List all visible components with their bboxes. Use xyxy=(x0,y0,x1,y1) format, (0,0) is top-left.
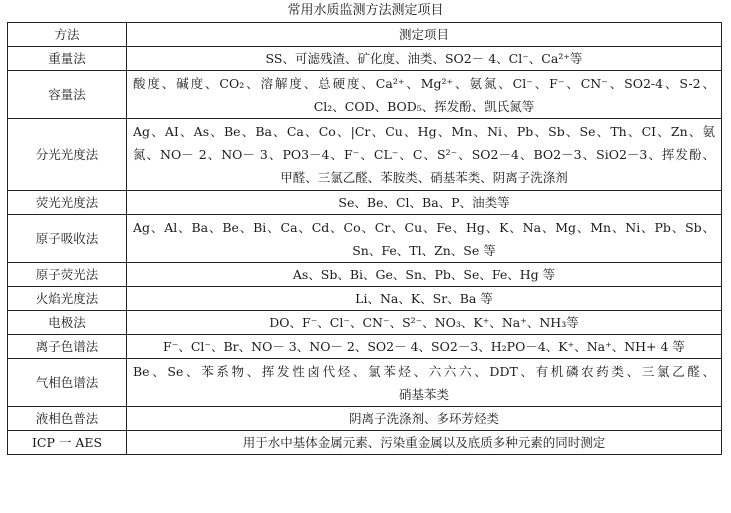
method-cell: 重量法 xyxy=(8,47,127,71)
items-cell xyxy=(127,431,722,455)
items-line: 酸度、碱度、CO₂、溶解度、总硬度、Ca²⁺、Mg²⁺、氨氮、Cl⁻、F⁻、CN⁻、SO2-4、S-2、 xyxy=(133,75,715,91)
items-line: 硝基苯类 xyxy=(398,386,449,402)
items-line: Be、Se、苯系物、挥发性卤代烃、氯苯烃、六六六、DDT、有机磷农药类、三氯乙醛、 xyxy=(133,363,715,379)
method-cell: ICP 一 AES xyxy=(8,431,127,455)
items-cell xyxy=(127,407,722,431)
items-line: Se、Be、Cl、Ba、P、油类等 xyxy=(338,195,510,210)
table-body xyxy=(8,47,722,455)
items-cell xyxy=(127,359,722,407)
table-row xyxy=(8,431,722,455)
method-cell: 液相色普法 xyxy=(8,407,127,431)
method-cell: 分光光度法 xyxy=(8,119,127,191)
items-line: Li、Na、K、Sr、Ba 等 xyxy=(355,291,493,306)
method-cell: 火焰光度法 xyxy=(8,287,127,311)
items-cell xyxy=(127,287,722,311)
items-line: Ag、Al、Ba、Be、Bi、Ca、Cd、Co、Cr、Cu、Fe、Hg、K、Na、Mg、Mn、Ni、Pb、Sb、 xyxy=(133,219,715,235)
items-line: Ag、AI、As、Be、Ba、Ca、Co、|Cr、Cu、Hg、Mn、Ni、Pb、Sb、Se、Th、CI、Zn、氨 xyxy=(133,124,715,139)
items-line: 氮、NO－ 2、NO－ 3、PO3－4、F⁻、CL⁻、C、S²⁻、SO2－4、BO2－3、SiO2－3、挥发酚、 xyxy=(133,147,715,162)
table-row xyxy=(8,215,722,263)
table-row xyxy=(8,191,722,215)
items-cell xyxy=(127,47,722,71)
table-row xyxy=(8,407,722,431)
items-cell xyxy=(127,71,722,119)
items-cell xyxy=(127,335,722,359)
method-cell: 容量法 xyxy=(8,71,127,119)
header-items: 测定项目 xyxy=(127,23,722,47)
items-line: As、Sb、Bi、Ge、Sn、Pb、Se、Fe、Hg 等 xyxy=(292,267,556,282)
table-row xyxy=(8,47,722,71)
items-cell xyxy=(127,215,722,263)
items-cell xyxy=(127,263,722,287)
method-cell: 原子吸收法 xyxy=(8,215,127,263)
items-cell xyxy=(127,119,722,191)
items-cell xyxy=(127,191,722,215)
table-row xyxy=(8,263,722,287)
items-line: F⁻、Cl⁻、Br、NO－ 3、NO－ 2、SO2－ 4、SO2－3、H₂PO－4、K⁺、Na⁺、NH+ 4 等 xyxy=(163,339,685,354)
method-cell: 电极法 xyxy=(8,311,127,335)
method-cell: 离子色谱法 xyxy=(8,335,127,359)
table-row xyxy=(8,71,722,119)
table-row xyxy=(8,335,722,359)
method-cell: 荧光光度法 xyxy=(8,191,127,215)
table-row xyxy=(8,359,722,407)
items-line: DO、F⁻、Cl⁻、CN⁻、S²⁻、NO₃、K⁺、Na⁺、NH₃等 xyxy=(269,315,579,330)
items-line: Sn、Fe、Tl、Zn、Se 等 xyxy=(352,242,496,258)
items-line: 用于水中基体金属元素、污染重金属以及底质多种元素的同时测定 xyxy=(242,435,606,450)
method-cell: 气相色谱法 xyxy=(8,359,127,407)
items-cell xyxy=(127,311,722,335)
items-line: 阴离子洗涤剂、多环芳烃类 xyxy=(348,411,499,426)
table-row xyxy=(8,287,722,311)
methods-table xyxy=(7,22,722,455)
items-line: SS、可滤残渣、矿化度、油类、SO2－ 4、Cl⁻、Ca²⁺等 xyxy=(265,51,583,66)
header-row xyxy=(8,23,722,47)
header-method: 方法 xyxy=(8,23,127,47)
method-cell: 原子荧光法 xyxy=(8,263,127,287)
table-title: 常用水质监测方法测定项目 xyxy=(287,3,444,18)
table-row xyxy=(8,311,722,335)
table-row xyxy=(8,119,722,191)
items-line: Cl₂、COD、BOD₅、挥发酚、凯氏氮等 xyxy=(313,98,535,114)
items-line: 甲醛、三氯乙醛、苯胺类、硝基苯类、阴离子洗涤剂 xyxy=(280,170,568,185)
